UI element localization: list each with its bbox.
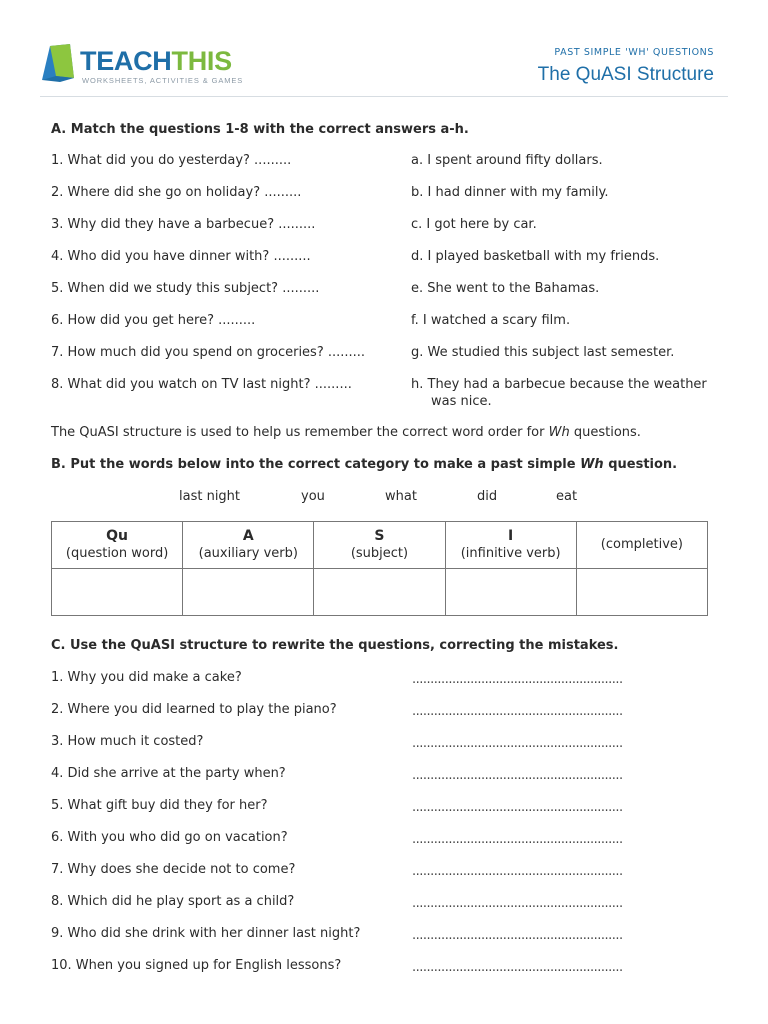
worksheet-topic: PAST SIMPLE 'WH' QUESTIONS [554, 47, 714, 58]
section-b-italic: Wh [580, 457, 604, 472]
quasi-table-answer-row [52, 569, 708, 616]
answer-line[interactable]: .......................................................... [412, 832, 623, 847]
header-sub: (subject) [350, 546, 409, 561]
brand-teach: TEACH [80, 46, 172, 76]
question-c-4: 4. Did she arrive at the party when? [51, 766, 286, 781]
question-c-3: 3. How much it costed? [51, 734, 204, 749]
brand-logo-text [80, 46, 232, 76]
question-a-4: 4. Who did you have dinner with? ......... [51, 249, 311, 264]
quasi-note-italic: Wh [548, 425, 570, 440]
answer-line[interactable]: .......................................................... [412, 768, 623, 783]
answer-a: a. I spent around fifty dollars. [411, 153, 603, 168]
answer-line[interactable]: .......................................................... [412, 672, 623, 687]
answer-cell-s[interactable] [314, 569, 445, 616]
quasi-table [51, 521, 708, 616]
question-c-2: 2. Where you did learned to play the piano? [51, 702, 337, 717]
worksheet-title: The QuASI Structure [537, 64, 714, 85]
answer-e: e. She went to the Bahamas. [411, 281, 600, 296]
question-c-6: 6. With you who did go on vacation? [51, 830, 288, 845]
answer-g: g. We studied this subject last semester. [411, 345, 675, 360]
answer-line[interactable]: .......................................................... [412, 704, 623, 719]
answer-line[interactable]: .......................................................... [412, 864, 623, 879]
question-a-5: 5. When did we study this subject? ......... [51, 281, 320, 296]
quasi-header-a [183, 522, 314, 569]
question-a-1: 1. What did you do yesterday? ......... [51, 153, 292, 168]
question-c-8: 8. Which did he play sport as a child? [51, 894, 295, 909]
section-b-after: question. [603, 457, 678, 472]
question-a-3: 3. Why did they have a barbecue? ......... [51, 217, 316, 232]
header-main: I [508, 528, 514, 544]
section-b-before: B. Put the words below into the correct category to make a past simple [51, 457, 581, 472]
quasi-header-i [445, 522, 576, 569]
question-a-2: 2. Where did she go on holiday? ......... [51, 185, 302, 200]
quasi-note-after: questions. [569, 425, 641, 440]
answer-line[interactable]: .......................................................... [412, 928, 623, 943]
question-a-7: 7. How much did you spend on groceries? ......... [51, 345, 366, 360]
header-divider [40, 96, 728, 97]
answer-f: f. I watched a scary film. [411, 313, 571, 328]
teachthis-logo-icon [40, 42, 78, 84]
answer-line[interactable]: .......................................................... [412, 800, 623, 815]
word-bank-item: did [477, 489, 498, 504]
answer-h [411, 376, 711, 410]
word-bank-item: what [385, 489, 417, 504]
header-sub: (question word) [65, 546, 169, 561]
answer-c: c. I got here by car. [411, 217, 537, 232]
quasi-note [51, 425, 641, 441]
question-c-10: 10. When you signed up for English lessons? [51, 958, 342, 973]
quasi-header-s [314, 522, 445, 569]
word-bank-item: you [301, 489, 325, 504]
section-c-instruction: C. Use the QuASI structure to rewrite the questions, correcting the mistakes. [51, 638, 619, 653]
section-a-instruction: A. Match the questions 1-8 with the correct answers a-h. [51, 122, 469, 137]
answer-b: b. I had dinner with my family. [411, 185, 609, 200]
question-c-5: 5. What gift buy did they for her? [51, 798, 268, 813]
header-sub: (infinitive verb) [460, 546, 561, 561]
quasi-header-completive [576, 522, 707, 569]
answer-d: d. I played basketball with my friends. [411, 249, 660, 264]
answer-line[interactable]: .......................................................... [412, 736, 623, 751]
question-a-6: 6. How did you get here? ......... [51, 313, 256, 328]
brand-this: THIS [171, 46, 232, 76]
header-sub: (auxiliary verb) [198, 546, 298, 561]
quasi-header-qu [52, 522, 183, 569]
answer-cell-a[interactable] [183, 569, 314, 616]
section-b-instruction [51, 457, 677, 472]
header-sub: (completive) [600, 537, 683, 552]
word-bank-item: last night [179, 489, 241, 504]
question-a-8: 8. What did you watch on TV last night? ......... [51, 377, 352, 392]
question-c-7: 7. Why does she decide not to come? [51, 862, 296, 877]
answer-line[interactable]: .......................................................... [412, 960, 623, 975]
question-c-1: 1. Why you did make a cake? [51, 670, 242, 685]
header-main: S [374, 528, 385, 544]
answer-cell-i[interactable] [445, 569, 576, 616]
quasi-note-before: The QuASI structure is used to help us remember the correct word order for [51, 425, 549, 440]
header-main: A [242, 528, 254, 544]
answer-cell-qu[interactable] [52, 569, 183, 616]
word-bank-item: eat [556, 489, 578, 504]
answer-line[interactable]: .......................................................... [412, 896, 623, 911]
brand-tagline: WORKSHEETS, ACTIVITIES & GAMES [82, 76, 244, 85]
header-main: Qu [106, 528, 129, 544]
answer-cell-completive[interactable] [576, 569, 707, 616]
question-c-9: 9. Who did she drink with her dinner last night? [51, 926, 361, 941]
quasi-table-header-row [52, 522, 708, 569]
answer-h-text: h. They had a barbecue because the weather was nice. [411, 377, 707, 409]
